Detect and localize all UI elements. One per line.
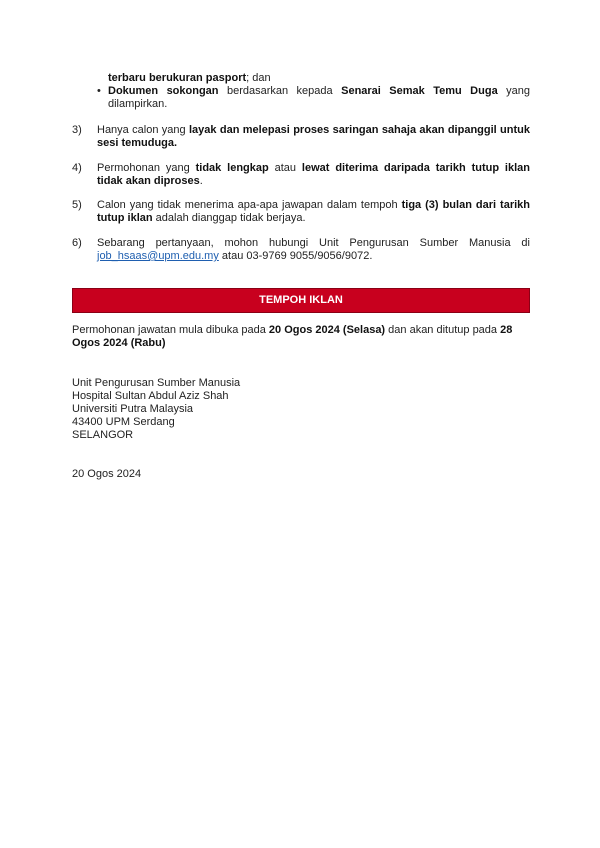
text: atau 03-9769 9055/9056/9072.: [218, 250, 373, 262]
text: ; dan: [246, 72, 271, 84]
item-text: [97, 199, 530, 225]
text: Permohonan jawatan mula dibuka pada: [72, 324, 269, 336]
bullet-marker: •: [97, 85, 101, 97]
address-block: [72, 377, 240, 442]
item-number: 3): [72, 124, 82, 136]
bold-text: tiga (3) bulan dari tarikh tutup iklan: [97, 199, 531, 224]
address-line: SELANGOR: [72, 429, 134, 441]
bold-text: layak dan melepasi proses saringan sahaja akan dipanggil untuk sesi temuduga.: [97, 124, 530, 149]
item-text: [97, 237, 530, 263]
item-text: [97, 124, 530, 150]
text: Calon yang tidak menerima apa-apa jawapan dalam tempoh: [97, 199, 402, 211]
bold-text: tidak lengkap: [195, 162, 269, 174]
list-continuation: [108, 72, 271, 85]
text: berdasarkan kepada: [218, 85, 342, 97]
text: Hanya calon yang: [97, 124, 189, 136]
email-link[interactable]: job_hsaas@upm.edu.my: [97, 250, 219, 262]
item-text: [97, 162, 530, 188]
text: yang dilampirkan.: [108, 85, 530, 110]
text: atau: [268, 162, 302, 174]
section-header-bar: TEMPOH IKLAN: [72, 288, 530, 313]
document-date: 20 Ogos 2024: [72, 468, 142, 480]
address-line: Universiti Putra Malaysia: [72, 403, 194, 415]
advert-period-text: [72, 324, 530, 350]
address-line: Hospital Sultan Abdul Aziz Shah: [72, 390, 229, 402]
bold-text: terbaru berukuran pasport: [108, 72, 247, 84]
item-number: 4): [72, 162, 82, 174]
bold-text: Senarai Semak Temu Duga: [341, 85, 498, 97]
text: Permohonan yang: [97, 162, 196, 174]
bold-text: Dokumen sokongan: [108, 85, 219, 97]
close-date: 28 Ogos 2024 (Rabu): [72, 324, 513, 349]
address-line: Unit Pengurusan Sumber Manusia: [72, 377, 241, 389]
text: .: [199, 175, 203, 187]
address-line: 43400 UPM Serdang: [72, 416, 175, 428]
open-date: 20 Ogos 2024 (Selasa): [268, 324, 386, 336]
bullet-text: [108, 85, 530, 111]
item-number: 6): [72, 237, 82, 249]
bold-text: lewat diterima daripada tarikh tutup iklan tidak akan diproses: [97, 162, 530, 187]
item-number: 5): [72, 199, 82, 211]
text: Sebarang pertanyaan, mohon hubungi Unit Pengurusan Sumber Manusia di: [97, 237, 530, 249]
text: adalah dianggap tidak berjaya.: [152, 212, 306, 224]
text: dan akan ditutup pada: [385, 324, 501, 336]
